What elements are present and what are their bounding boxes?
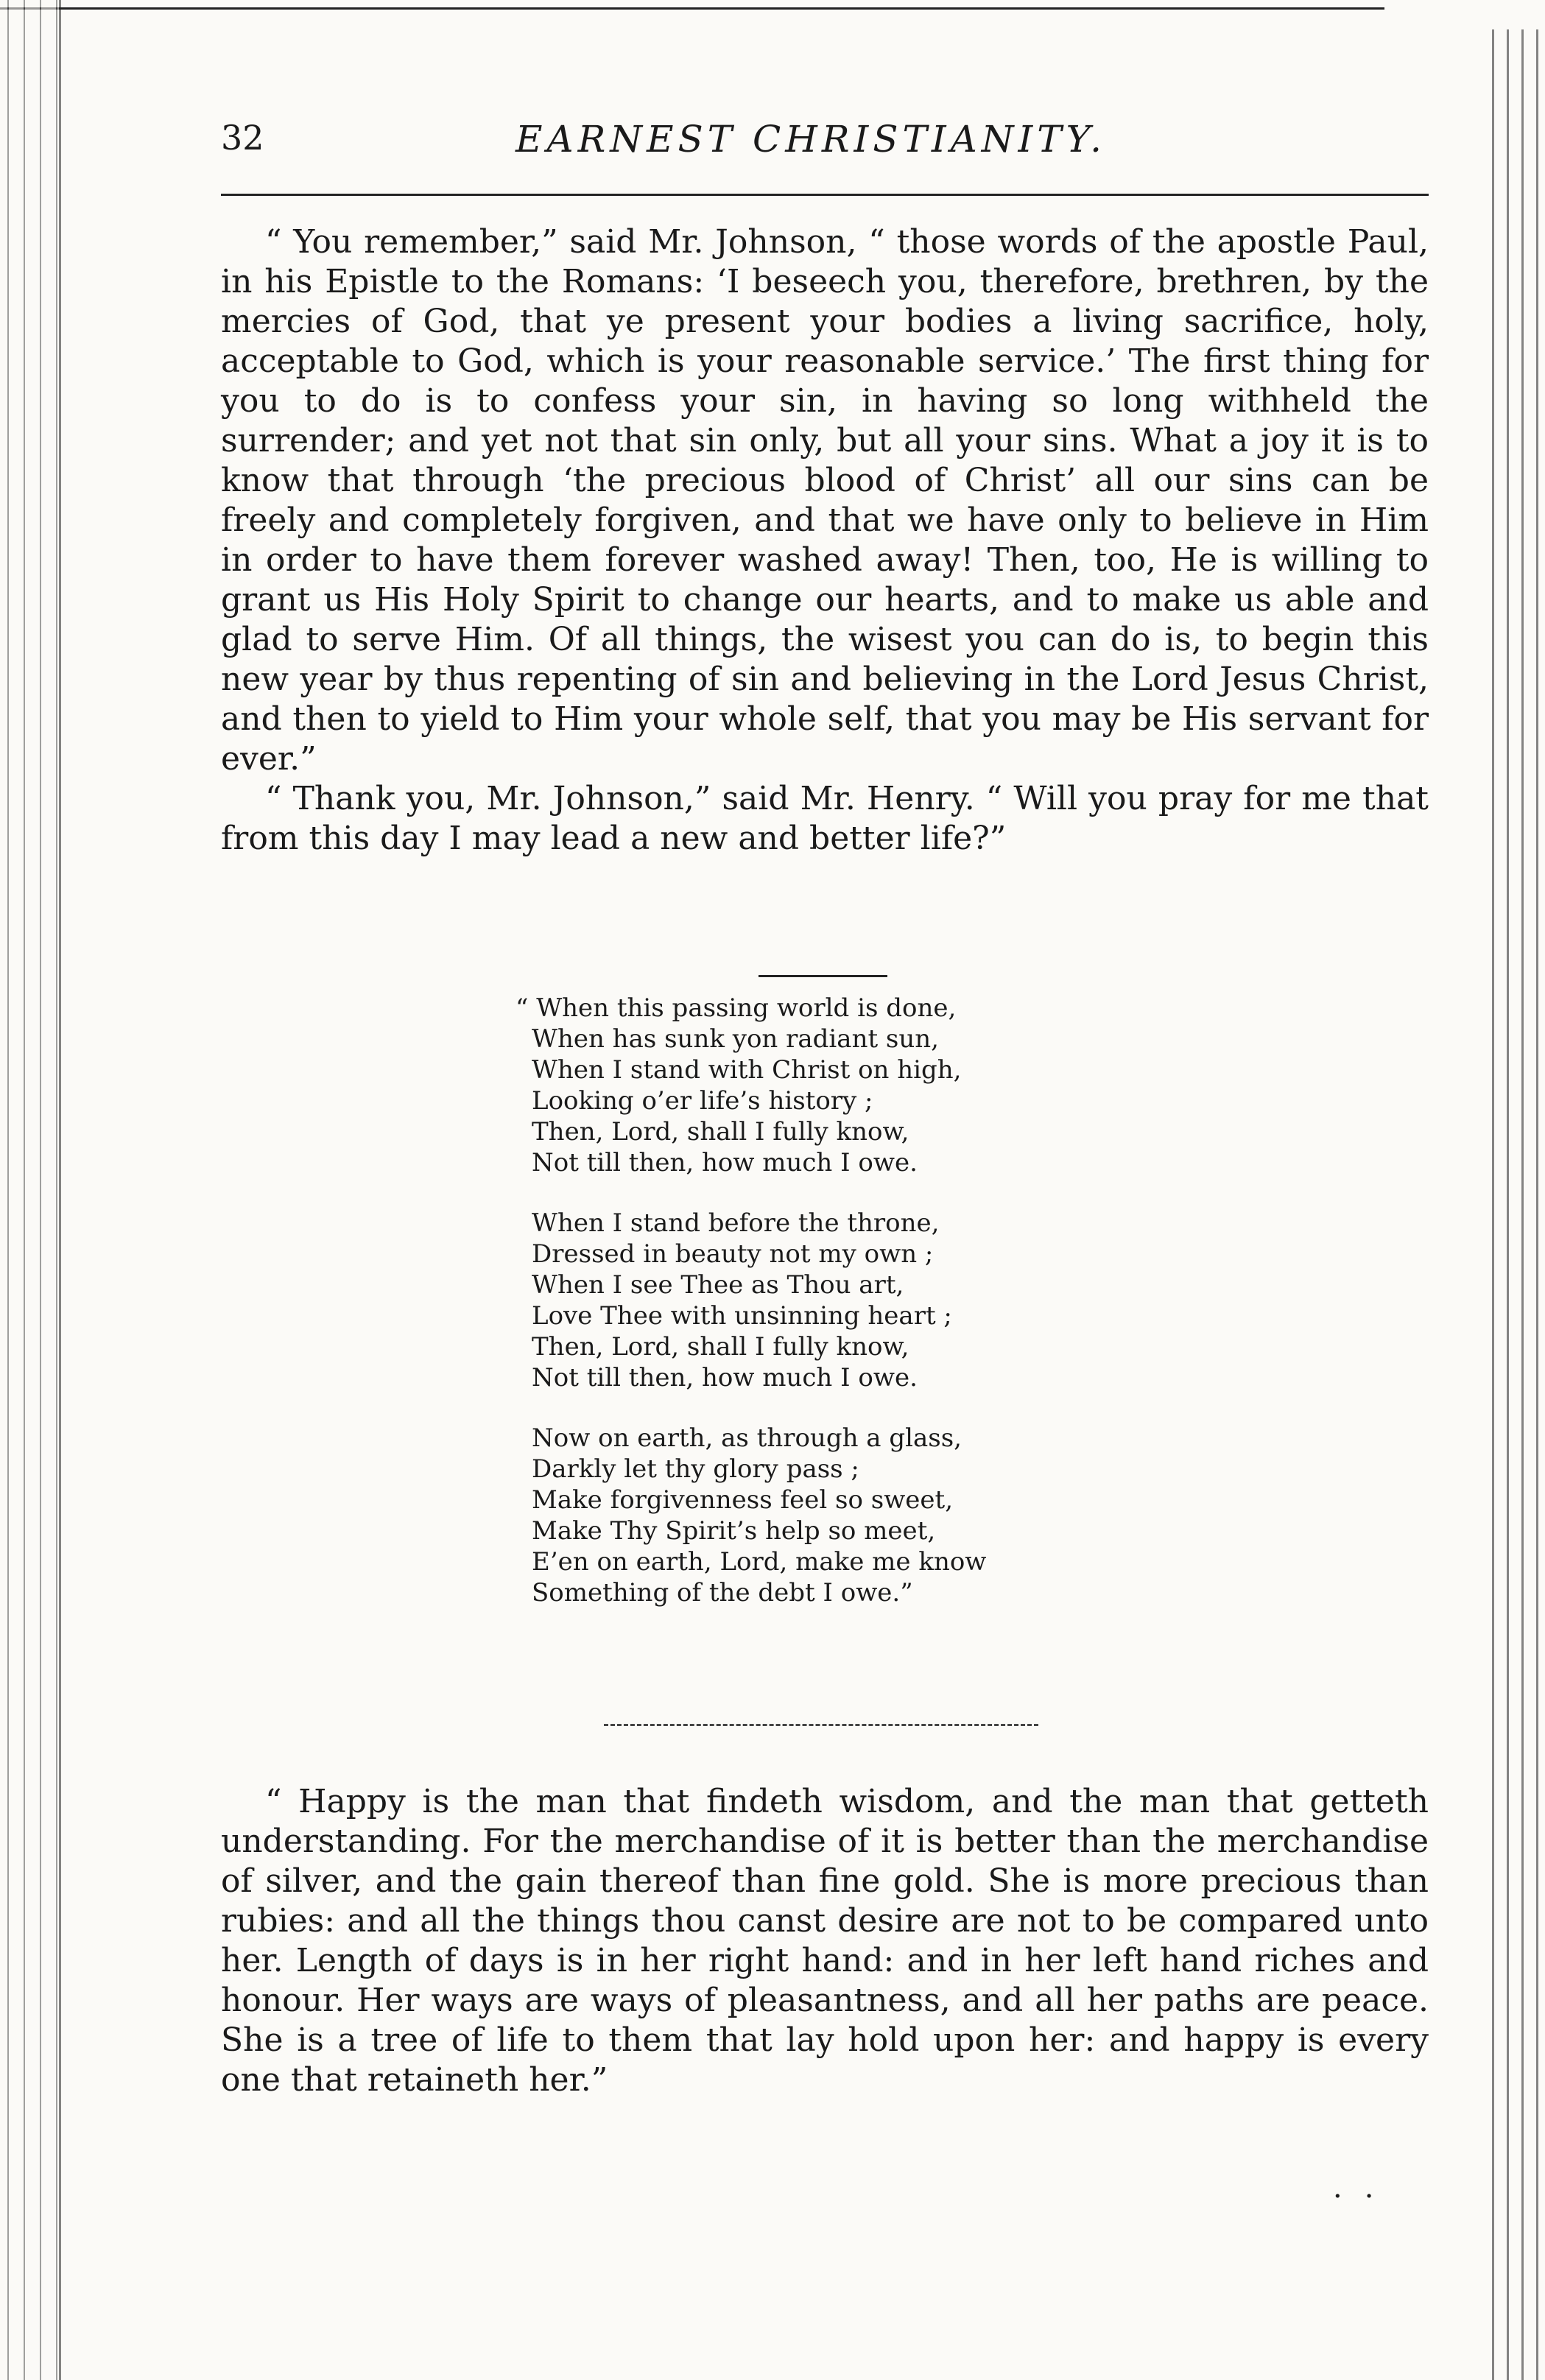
proverbs-quote [221,1782,1429,2100]
paragraph-henry: “ Thank you, Mr. Johnson,” said Mr. Henry. “ Will you pray for me that from this day I may lead a new and better life?” [221,780,1429,857]
poem-line: Then, Lord, shall I fully know, [532,1117,909,1147]
poem-line: Not till then, how much I owe. [532,1148,918,1177]
stanza-1 [515,993,1178,1178]
section-divider [759,975,887,977]
hymn-poem [515,993,1178,1638]
poem-line: Then, Lord, shall I fully know, [532,1332,909,1362]
dialogue-section [221,222,1429,859]
page-number: 32 [221,118,264,158]
proverbs-paragraph: “ Happy is the man that findeth wisdom, and the man that getteth understanding. For the merchandise of it is better than the merchandise of silver, and the gain thereof than fine gold. She is more precious than rubies: and all the things thou canst desire are not to be compared unto her. Length of days is in her right hand: and in her left hand riches and honour. Her ways are ways of pleasantness, and all her paths are peace. She is a tree of life to them that lay hold upon her: and happy is every one that retaineth her.” [221,1783,1429,2099]
ornament-dots: ·· [1333,2180,1396,2214]
poem-line: Not till then, how much I owe. [532,1363,918,1393]
poem-line: Something of the debt I owe.” [532,1578,913,1608]
poem-line: Now on earth, as through a glass, [532,1423,962,1453]
section-divider-dashed [604,1724,1038,1726]
poem-line: Darkly let thy glory pass ; [532,1454,859,1484]
poem-line: Make forgivenness feel so sweet, [532,1485,954,1515]
poem-line: When I stand with Christ on high, [532,1055,962,1085]
header-rule [221,194,1429,196]
poem-line: Dressed in beauty not my own ; [532,1239,934,1269]
page-header [221,118,1429,169]
page-edge-right [1486,29,1545,2380]
running-title: EARNEST CHRISTIANITY. [515,118,1107,161]
stanza-2 [515,1208,1178,1393]
poem-line: Looking o’er life’s history ; [532,1086,873,1116]
stanza-3 [515,1423,1178,1608]
binding-edge-left [0,0,61,2380]
poem-line: Love Thee with unsinning heart ; [532,1301,952,1331]
poem-line: When I see Thee as Thou art, [532,1270,904,1300]
paragraph-johnson: “ You remember,” said Mr. Johnson, “ those words of the apostle Paul, in his Epistle to the Romans: ‘I beseech you, therefore, brethren, by the mercies of God, that ye present your bodies a living sacrifice, holy, acceptable to God, which is your reasonable service.’ The first thing for you to do is to confess your sin, in having so long withheld the surrender; and yet not that sin only, but all your sins. What a joy it is to know that through ‘the precious blood of Christ’ all our sins can be freely and completely forgiven, and that we have only to believe in Him in order to have them forever washed away! Then, too, He is willing to grant us His Holy Spirit to change our hearts, and to make us able and glad to serve Him. Of all things, the wisest you can do is, to begin this new year by thus repenting of sin and believing in the Lord Jesus Christ, and then to yield to Him your whole self, that you may be His servant for ever.” [221,223,1429,778]
poem-line: Make Thy Spirit’s help so meet, [532,1516,936,1546]
poem-line: “ When this passing world is done, [515,993,957,1023]
poem-line: E’en on earth, Lord, make me know [532,1547,987,1577]
page-top-edge [0,0,1384,10]
poem-line: When has sunk yon radiant sun, [532,1024,939,1054]
poem-line: When I stand before the throne, [532,1208,940,1238]
